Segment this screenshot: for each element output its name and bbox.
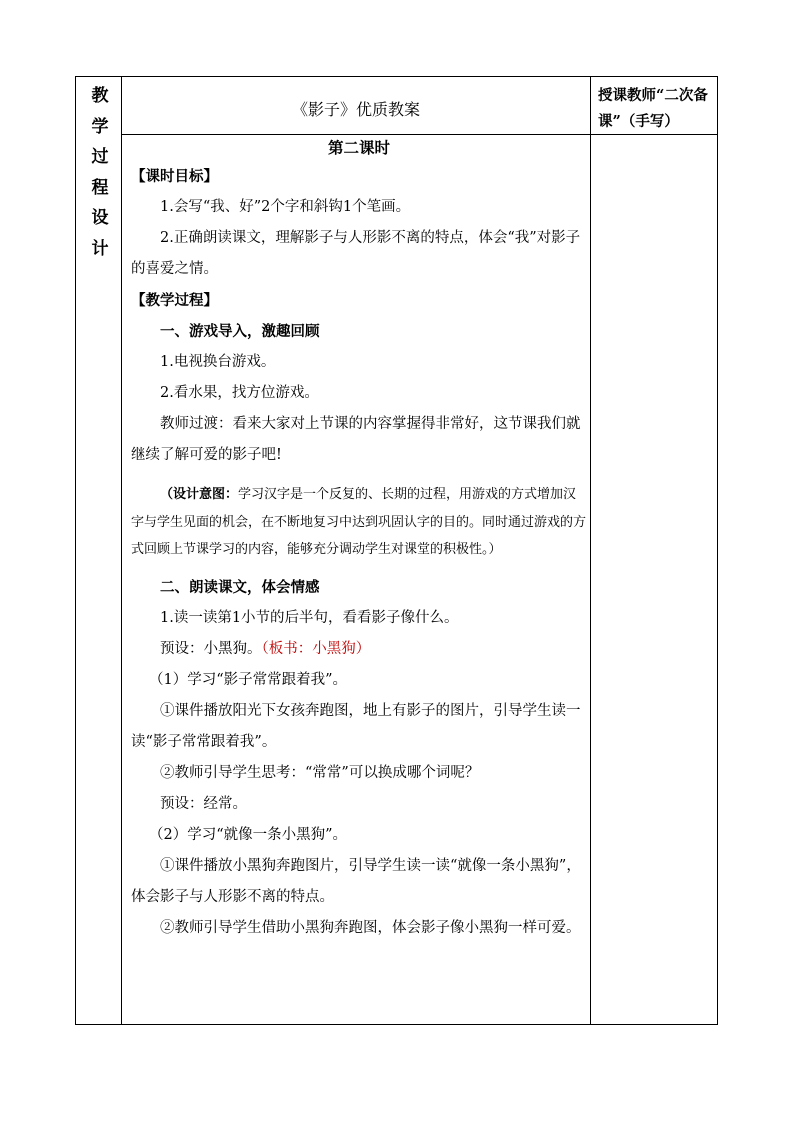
lesson-content [131, 134, 587, 944]
side-title-char: 设 [91, 208, 109, 228]
paragraph: （1）学习“影子常常跟着我”。 [149, 671, 348, 688]
goal-heading: 【课时目标】 [131, 168, 218, 185]
paragraph: 2.看水果，找方位游戏。 [160, 385, 319, 401]
document-title: 《影子》优质教案 [291, 100, 420, 119]
design-intent [131, 481, 587, 564]
paragraph: （2）学习“就像一条小黑狗”。 [149, 826, 348, 843]
side-title [86, 81, 114, 264]
lesson-period: 第二课时 [327, 138, 390, 157]
goal-item: 2.正确朗读课文，理解影子与人形影不离的特点，体会“我”对影子的喜爱之情。 [131, 230, 581, 277]
paragraph: 教师过渡：看来大家对上节课的内容掌握得非常好，这节课我们就继续了解可爱的影子吧! [131, 416, 581, 463]
side-title-char: 程 [91, 177, 109, 198]
paragraph [131, 634, 587, 665]
paragraph: 1.读一读第1小节的后半句，看看影子像什么。 [160, 609, 459, 626]
paragraph: 预设：经常。 [160, 795, 247, 812]
process-heading: 【教学过程】 [131, 292, 218, 309]
preset-answer: 预设：小黑狗。 [160, 640, 262, 657]
paragraph: ②教师引导学生思考：“常常”可以换成哪个词呢？ [160, 764, 480, 781]
teacher-notes-header: 授课教师“二次备课”（手写） [598, 87, 708, 130]
column-divider-right [590, 77, 591, 1024]
goal-item: 1.会写“我、好”2个字和斜钩1个笔画。 [160, 199, 411, 215]
design-intent-label: （设计意图： [160, 487, 239, 502]
paragraph: ①课件播放小黑狗奔跑图片，引导学生读一读“就像一条小黑狗”，体会影子与人形影不离的特点。 [131, 857, 581, 905]
column-divider-left [121, 77, 122, 1024]
paragraph: ②教师引导学生借助小黑狗奔跑图，体会影子像小黑狗一样可爱。 [160, 919, 581, 936]
paragraph: ①课件播放阳光下女孩奔跑图，地上有影子的图片，引导学生读一读“影子常常跟着我”。 [131, 702, 581, 750]
side-title-char: 教 [91, 86, 109, 106]
lesson-plan-table [75, 76, 718, 1025]
side-title-char: 计 [91, 238, 109, 259]
design-intent-text: 学习汉字是一个反复的、长期的过程，用游戏的方式增加汉字与学生见面的机会，在不断地复习中达到巩固认字的目的。同时通过游戏的方式回顾上节课学习的内容，能够充分调动学生对课堂的积极性。） [131, 487, 587, 557]
section-heading: 一、游戏导入，激趣回顾 [160, 323, 320, 340]
section-heading: 二、朗读课文，体会情感 [160, 578, 320, 596]
board-note: （板书：小黑狗） [261, 640, 371, 657]
side-title-char: 学 [91, 116, 109, 137]
paragraph: 1.电视换台游戏。 [160, 354, 276, 370]
side-title-char: 过 [91, 147, 109, 167]
